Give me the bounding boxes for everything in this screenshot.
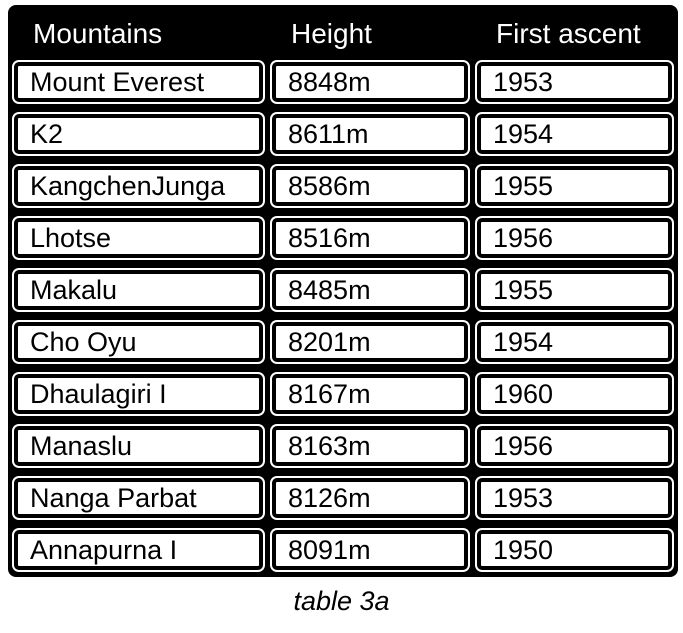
cell-first-ascent: 1956	[477, 218, 672, 258]
table-row	[14, 322, 672, 362]
table-row	[14, 270, 672, 310]
cell-first-ascent: 1955	[477, 166, 672, 206]
cell-height: 8586m	[272, 166, 468, 206]
cell-mountain-name: K2	[14, 114, 263, 154]
cell-mountain-name: Dhaulagiri I	[14, 374, 263, 414]
cell-first-ascent: 1954	[477, 322, 672, 362]
table-body	[14, 62, 672, 570]
cell-height: 8091m	[272, 530, 468, 570]
cell-height: 8516m	[272, 218, 468, 258]
cell-mountain-name: Annapurna I	[14, 530, 263, 570]
cell-first-ascent: 1960	[477, 374, 672, 414]
table-row	[14, 426, 672, 466]
cell-first-ascent: 1950	[477, 530, 672, 570]
cell-first-ascent: 1953	[477, 62, 672, 102]
cell-height: 8163m	[272, 426, 468, 466]
table-row	[14, 478, 672, 518]
cell-mountain-name: Manaslu	[14, 426, 263, 466]
table-caption: table 3a	[293, 586, 390, 616]
column-header-first-ascent: First ascent	[496, 17, 641, 49]
column-header-mountains: Mountains	[33, 17, 163, 49]
table-row	[14, 218, 672, 258]
table-row	[14, 166, 672, 206]
cell-mountain-name: Cho Oyu	[14, 322, 263, 362]
table-row	[14, 62, 672, 102]
cell-height: 8126m	[272, 478, 468, 518]
cell-first-ascent: 1954	[477, 114, 672, 154]
cell-height: 8848m	[272, 62, 468, 102]
cell-first-ascent: 1953	[477, 478, 672, 518]
cell-mountain-name: KangchenJunga	[14, 166, 263, 206]
cell-mountain-name: Nanga Parbat	[14, 478, 263, 518]
cell-first-ascent: 1956	[477, 426, 672, 466]
cell-height: 8485m	[272, 270, 468, 310]
cell-height: 8611m	[272, 114, 468, 154]
cell-height: 8167m	[272, 374, 468, 414]
table-row	[14, 114, 672, 154]
column-header-height: Height	[291, 17, 372, 49]
table-header-row	[14, 5, 672, 62]
cell-mountain-name: Makalu	[14, 270, 263, 310]
cell-mountain-name: Lhotse	[14, 218, 263, 258]
cell-first-ascent: 1955	[477, 270, 672, 310]
table-row	[14, 530, 672, 570]
table-row	[14, 374, 672, 414]
cell-mountain-name: Mount Everest	[14, 62, 263, 102]
mountains-table	[8, 5, 678, 577]
cell-height: 8201m	[272, 322, 468, 362]
